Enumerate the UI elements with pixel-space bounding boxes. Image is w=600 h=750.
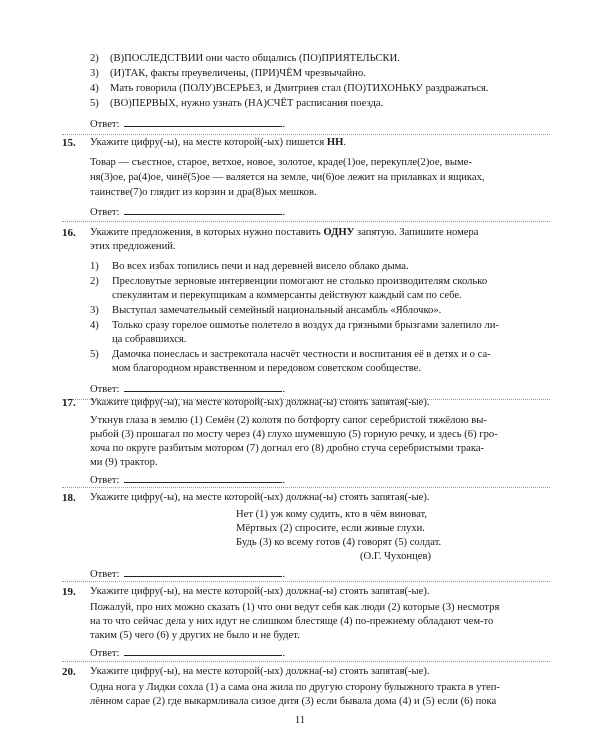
answer-line[interactable] bbox=[124, 381, 282, 392]
question-number: 19. bbox=[62, 586, 76, 598]
list-item: 5) (ВО)ПЕРВЫХ, нужно узнать (НА)СЧЁТ расписания поезда. bbox=[90, 98, 384, 109]
answer-field[interactable]: Ответ: . bbox=[90, 645, 285, 661]
passage-line: на то что сейчас дела у них идут не слишком блестяще (4) по-прежнему обладают чем-то bbox=[90, 616, 494, 627]
page-number: 11 bbox=[294, 714, 306, 726]
passage-line: таинстве(7)о глядит из корзин и дра(8)ых мешков. bbox=[90, 187, 317, 198]
passage-line: лённом сарае (2) где выкармливала сизое дитя (3) если бывала дома (4) и (5) если (6) пока bbox=[90, 696, 497, 707]
list-item: 3) (И)ТАК, факты преувеличены, (ПРИ)ЧЁМ чрезвычайно. bbox=[90, 68, 366, 79]
separator bbox=[62, 134, 550, 135]
passage-line: Уткнув глаза в землю (1) Семён (2) колотя по ботфорту сапог серебристой тяжёлою вы- bbox=[90, 415, 487, 426]
passage-line: ня(3)ое, ра(4)ое, чинё(5)ое — валяется на земле, чи(6)ое лежит на прилавках и ящиках, bbox=[90, 172, 485, 183]
answer-field[interactable]: Ответ: . bbox=[90, 566, 285, 582]
poem-line: Будь (3) ко всему готов (4) говорят (5) солдат. bbox=[236, 537, 442, 548]
question-prompt: Укажите цифру(-ы), на месте которой(-ых) должна(-ы) стоять запятая(-ые). bbox=[90, 492, 430, 503]
poem-line: Нет (1) уж кому судить, кто в чём виноват, bbox=[236, 509, 428, 520]
answer-line[interactable] bbox=[124, 472, 282, 483]
question-number: 15. bbox=[62, 137, 76, 149]
list-item: 4) Мать говорила (ПОЛУ)ВСЕРЬЕЗ, и Дмитриев стал (ПО)ТИХОНЬКУ раздражаться. bbox=[90, 83, 489, 94]
poem-line: Мёртвых (2) спросите, если живые глухи. bbox=[236, 523, 425, 534]
answer-line[interactable] bbox=[124, 204, 282, 215]
question-number: 17. bbox=[62, 397, 76, 409]
question-prompt-line: этих предложений. bbox=[90, 241, 176, 252]
separator bbox=[62, 487, 550, 488]
question-prompt: Укажите предложения, в которых нужно поставить ОДНУ запятую. Запишите номера bbox=[90, 227, 479, 238]
poem-author: (О.Г. Чухонцев) bbox=[360, 551, 431, 562]
separator bbox=[62, 221, 550, 222]
answer-field[interactable]: Ответ: . bbox=[90, 204, 285, 220]
question-prompt: Укажите цифру(-ы), на месте которой(-ых) пишется НН. bbox=[90, 137, 347, 148]
document-page: 2) (В)ПОСЛЕДСТВИИ они часто общались (ПО)ПРИЯТЕЛЬСКИ. 3) (И)ТАК, факты преувеличены, (ПРИ)ЧЁМ чрезвычайно. 4) Мать говорила (ПОЛУ)ВСЕРЬЕЗ, и Дмитриев стал (ПО)ТИХОНЬКУ раздражаться. 5) (ВО)ПЕРВЫХ, нужно узнать (НА)СЧЁТ расписания поезда. Ответ: . 15. Укажите цифру(-ы), на месте которой(-ых) пишется НН. Товар — съестное, старое, ветхое, новое, золотое, краде(1)ое, перекупле(2)ое, выме- ня(3)ое, ра(4)ое, чинё(5)ое — валяется на земле, чи(6)ое лежит на прилавках и ящиках, таинстве(7)о глядит из корзин и дра(8)ых мешков. Ответ: . 16. Укажите предложения, в которых нужно поставить ОДНУ запятую. Запишите номера этих предложений. 1) Во всех избах топились печи и над деревней висело облако дыма. 2) Пресловутые зерновые интервенции помогают не столько производителям сколько спекулянтам и перекупщикам а коммерсанты действуют каждый сам по себе. 3) Выступал замечательный семейный национальный ансамбль «Яблочко». 4) Только сразу горелое ошмотье полетело в воздух да грязными брызгами залепило ли- ца собравшихся. 5) Дамочка понеслась и застрекотала насчёт честности и воспитания её в детях и о са- мом благородном нравственном и передовом советском сообществе. Ответ: . 17. Укажите цифру(-ы), на месте которой(-ых) должна(-ы) стоять запятая(-ые). Уткнув глаза в землю (1) Семён (2) колотя по ботфорту сапог серебристой тяжёлою вы- рыбой (3) прошагал по мосту через (4) глухо шумевшую (5) горную речку, и здесь (6) гро- хоча по округе разбитым мотором (7) догнал его (8) дробно стуча серебристыми трака- ми (9) трактор. Ответ: . 18. Укажите цифру(-ы), на месте которой(-ых) должна(-ы) стоять запятая(-ые). Нет (1) уж кому судить, кто в чём виноват, Мёртвых (2) спросите, если живые глухи. Будь (3) ко всему готов (4) говорят (5) солдат. (О.Г. Чухонцев) Ответ: . 19. Укажите цифру(-ы), на месте которой(-ых) должна(-ы) стоять запятая(-ые). Пожалуй, про них можно сказать (1) что они ведут себя как люди (2) которые (3) несмотря на то что сейчас дела у них идут не слишком блестяще (4) по-прежнему обладают чем-то таким (5) чего (6) у других не было и не будет. Ответ: . 11 20. Укажите цифру(-ы), на месте которой(-ых) должна(-ы) стоять запятая(-ые). Одна нога у Лидки сохла (1) а сама она жила по другую сторону булыжного тракта в утеп- лённом сарае (2) где выкармливала сизое дитя (3) если бывала дома (4) и (5) если (6) пока bbox=[0, 0, 600, 750]
question-prompt: Укажите цифру(-ы), на месте которой(-ых) должна(-ы) стоять запятая(-ые). bbox=[90, 397, 430, 408]
passage-line: хоча по округе разбитым мотором (7) догнал его (8) дробно стуча серебристыми трака- bbox=[90, 443, 485, 454]
answer-line[interactable] bbox=[124, 645, 282, 656]
question-number: 20. bbox=[62, 666, 76, 678]
separator bbox=[62, 661, 550, 662]
passage-line: рыбой (3) прошагал по мосту через (4) глухо шумевшую (5) горную речку, и здесь (6) гро- bbox=[90, 429, 498, 440]
passage-line: Пожалуй, про них можно сказать (1) что они ведут себя как люди (2) которые (3) несмотря bbox=[90, 602, 500, 613]
question-prompt: Укажите цифру(-ы), на месте которой(-ых) должна(-ы) стоять запятая(-ые). bbox=[90, 586, 430, 597]
answer-field[interactable]: Ответ: . bbox=[90, 472, 285, 488]
answer-line[interactable] bbox=[124, 566, 282, 577]
question-number: 16. bbox=[62, 227, 76, 239]
question-number: 18. bbox=[62, 492, 76, 504]
answer-field[interactable]: Ответ: . bbox=[90, 381, 285, 397]
passage-line: Товар — съестное, старое, ветхое, новое, золотое, краде(1)ое, перекупле(2)ое, выме- bbox=[90, 157, 472, 168]
passage-line: Одна нога у Лидки сохла (1) а сама она жила по другую сторону булыжного тракта в утеп- bbox=[90, 682, 500, 693]
list-item: 2) (В)ПОСЛЕДСТВИИ они часто общались (ПО)ПРИЯТЕЛЬСКИ. bbox=[90, 53, 400, 64]
separator bbox=[62, 581, 550, 582]
question-prompt: Укажите цифру(-ы), на месте которой(-ых) должна(-ы) стоять запятая(-ые). bbox=[90, 666, 430, 677]
passage-line: таким (5) чего (6) у других не было и не будет. bbox=[90, 630, 300, 641]
answer-field[interactable]: Ответ: . bbox=[90, 116, 285, 132]
passage-line: ми (9) трактор. bbox=[90, 457, 158, 468]
answer-line[interactable] bbox=[124, 116, 282, 127]
